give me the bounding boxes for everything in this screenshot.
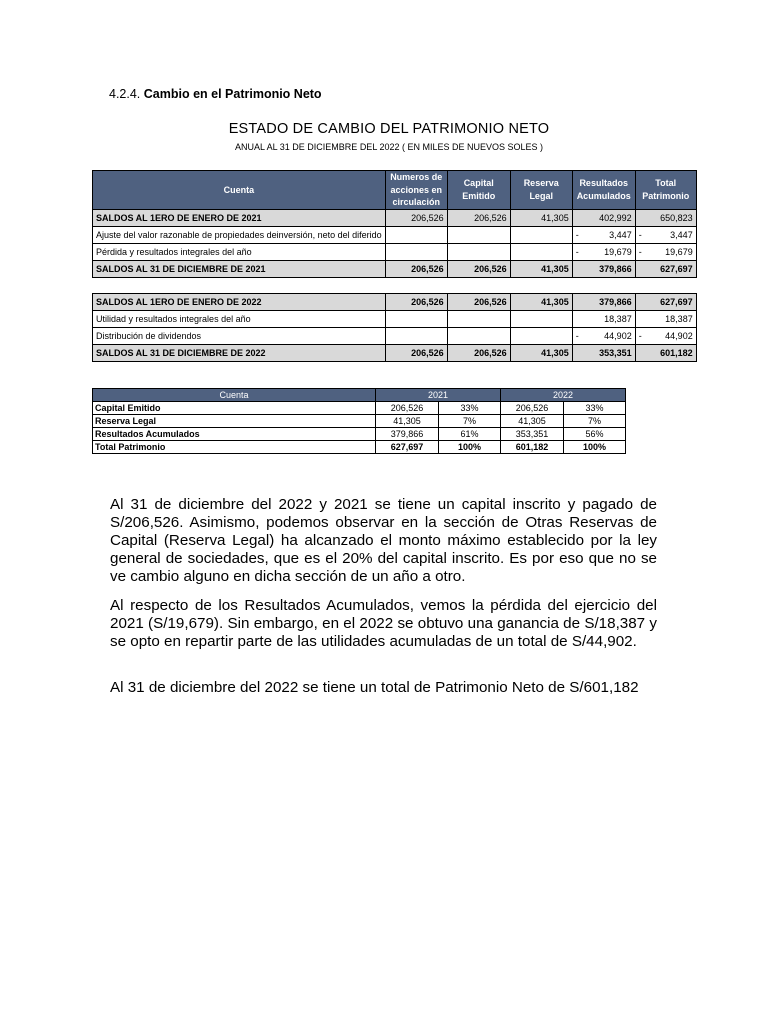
cell-percent-2022: 33% (564, 402, 626, 415)
cell-reserva: 41,305 (510, 344, 572, 361)
cell-capital: 206,526 (447, 209, 510, 226)
row-label: Total Patrimonio (93, 441, 376, 454)
cell-capital: 206,526 (447, 344, 510, 361)
cell-total: 627,697 (635, 293, 696, 310)
cell-value-2021: 627,697 (376, 441, 439, 454)
cell-value-2021: 206,526 (376, 402, 439, 415)
cell-acciones (385, 327, 447, 344)
cell-percent-2022: 56% (564, 428, 626, 441)
cell-total (635, 243, 696, 260)
cell-reserva (510, 226, 572, 243)
cell-total: 18,387 (635, 310, 696, 327)
table-row (93, 209, 697, 226)
cell-percent-2022: 100% (564, 441, 626, 454)
section-number: 4.2.4. (109, 87, 141, 101)
cell-acciones (385, 226, 447, 243)
cell-reserva: 41,305 (510, 293, 572, 310)
cell-total: 627,697 (635, 260, 696, 277)
cell-reserva (510, 310, 572, 327)
negative-sign: - (638, 229, 642, 240)
cell-value: 19,679 (665, 246, 693, 257)
cell-acciones (385, 243, 447, 260)
table-row (93, 243, 697, 260)
negative-sign: - (575, 246, 579, 257)
cell-acciones: 206,526 (385, 344, 447, 361)
negative-sign: - (638, 246, 642, 257)
cell-value-2022: 601,182 (501, 441, 564, 454)
row-label: SALDOS AL 31 DE DICIEMBRE DE 2021 (93, 260, 386, 277)
cell-resultados: 379,866 (572, 293, 635, 310)
cell-value: 3,447 (609, 229, 632, 240)
statement-title: ESTADO DE CAMBIO DEL PATRIMONIO NETO (228, 121, 550, 137)
cell-percent-2021: 33% (439, 402, 501, 415)
cell-capital: 206,526 (447, 260, 510, 277)
summary-header-2022: 2022 (501, 389, 626, 402)
paragraph-resultados: Al respecto de los Resultados Acumulados, vemos la pérdida del ejercicio del 2021 (S/19,679). Sin embargo, en el 2022 se obtuvo una ganancia de S/18,387 y se opto en repartir parte de las utilidades acumuladas de un total de S/44,902. (110, 597, 657, 650)
negative-sign: - (575, 330, 579, 341)
row-label: SALDOS AL 1ERO DE ENERO DE 2021 (93, 209, 386, 226)
header-acciones: Numeros de acciones en circulación (385, 171, 447, 210)
table-row (93, 344, 697, 361)
cell-percent-2021: 61% (439, 428, 501, 441)
cell-capital (447, 327, 510, 344)
table-row (93, 293, 697, 310)
cell-resultados: 379,866 (572, 260, 635, 277)
cell-capital (447, 310, 510, 327)
cell-capital: 206,526 (447, 293, 510, 310)
summary-table (92, 388, 626, 454)
table-row (93, 441, 626, 454)
paragraph-capital: Al 31 de diciembre del 2022 y 2021 se tiene un capital inscrito y pagado de S/206,526. Asimismo, podemos observar en la sección de Otras Reservas de Capital (Reserva Legal) ha alcanzado el monto máximo establecido por la ley general de sociedades, que es el 20% del capital inscrito. Es por eso que no se ve cambio alguno en dicha sección de un año a otro. (110, 496, 657, 585)
section-title: Cambio en el Patrimonio Neto (143, 87, 322, 101)
table-row (93, 428, 626, 441)
row-label: Resultados Acumulados (93, 428, 376, 441)
header-total: Total Patrimonio (635, 171, 696, 210)
cell-value: 19,679 (604, 246, 632, 257)
cell-capital (447, 226, 510, 243)
table-row (93, 310, 697, 327)
cell-value: 3,447 (670, 229, 693, 240)
cell-total: 650,823 (635, 209, 696, 226)
cell-total (635, 226, 696, 243)
cell-capital (447, 243, 510, 260)
negative-sign: - (575, 229, 579, 240)
cell-percent-2021: 100% (439, 441, 501, 454)
row-label: Reserva Legal (93, 415, 376, 428)
cell-acciones (385, 310, 447, 327)
summary-header-cuenta: Cuenta (93, 389, 376, 402)
cell-reserva (510, 327, 572, 344)
cell-reserva (510, 243, 572, 260)
header-resultados: Resultados Acumulados (572, 171, 635, 210)
cell-value: 44,902 (604, 330, 632, 341)
table-row (93, 402, 626, 415)
cell-acciones: 206,526 (385, 260, 447, 277)
cell-resultados: 353,351 (572, 344, 635, 361)
cell-acciones: 206,526 (385, 209, 447, 226)
negative-sign: - (638, 330, 642, 341)
cell-total (635, 327, 696, 344)
cell-resultados (572, 226, 635, 243)
table-row (93, 327, 697, 344)
row-label: SALDOS AL 1ERO DE ENERO DE 2022 (93, 293, 386, 310)
header-capital: Capital Emitido (447, 171, 510, 210)
row-label: Utilidad y resultados integrales del año (93, 310, 386, 327)
cell-total: 601,182 (635, 344, 696, 361)
section-heading (109, 87, 322, 101)
cell-value-2022: 206,526 (501, 402, 564, 415)
cell-value-2021: 41,305 (376, 415, 439, 428)
cell-resultados (572, 327, 635, 344)
cell-value-2021: 379,866 (376, 428, 439, 441)
row-label: SALDOS AL 31 DE DICIEMBRE DE 2022 (93, 344, 386, 361)
table-row (93, 226, 697, 243)
statement-subtitle: ANUAL AL 31 DE DICIEMBRE DEL 2022 ( EN MILES DE NUEVOS SOLES ) (234, 142, 544, 152)
header-cuenta: Cuenta (93, 171, 386, 210)
cell-reserva: 41,305 (510, 209, 572, 226)
cell-acciones: 206,526 (385, 293, 447, 310)
cell-resultados: 18,387 (572, 310, 635, 327)
row-label: Pérdida y resultados integrales del año (93, 243, 386, 260)
cell-resultados: 402,992 (572, 209, 635, 226)
cell-value-2022: 41,305 (501, 415, 564, 428)
row-label: Capital Emitido (93, 402, 376, 415)
paragraph-total: Al 31 de diciembre del 2022 se tiene un total de Patrimonio Neto de S/601,182 (110, 679, 639, 696)
cell-value: 44,902 (665, 330, 693, 341)
cell-percent-2021: 7% (439, 415, 501, 428)
equity-statement-table (92, 170, 697, 362)
cell-resultados (572, 243, 635, 260)
cell-value-2022: 353,351 (501, 428, 564, 441)
table-row (93, 260, 697, 277)
row-label: Ajuste del valor razonable de propiedades deinversión, neto del diferido (93, 226, 386, 243)
summary-header-2021: 2021 (376, 389, 501, 402)
spacer-row (93, 277, 697, 293)
cell-percent-2022: 7% (564, 415, 626, 428)
table-row (93, 415, 626, 428)
header-reserva: Reserva Legal (510, 171, 572, 210)
cell-reserva: 41,305 (510, 260, 572, 277)
row-label: Distribución de dividendos (93, 327, 386, 344)
